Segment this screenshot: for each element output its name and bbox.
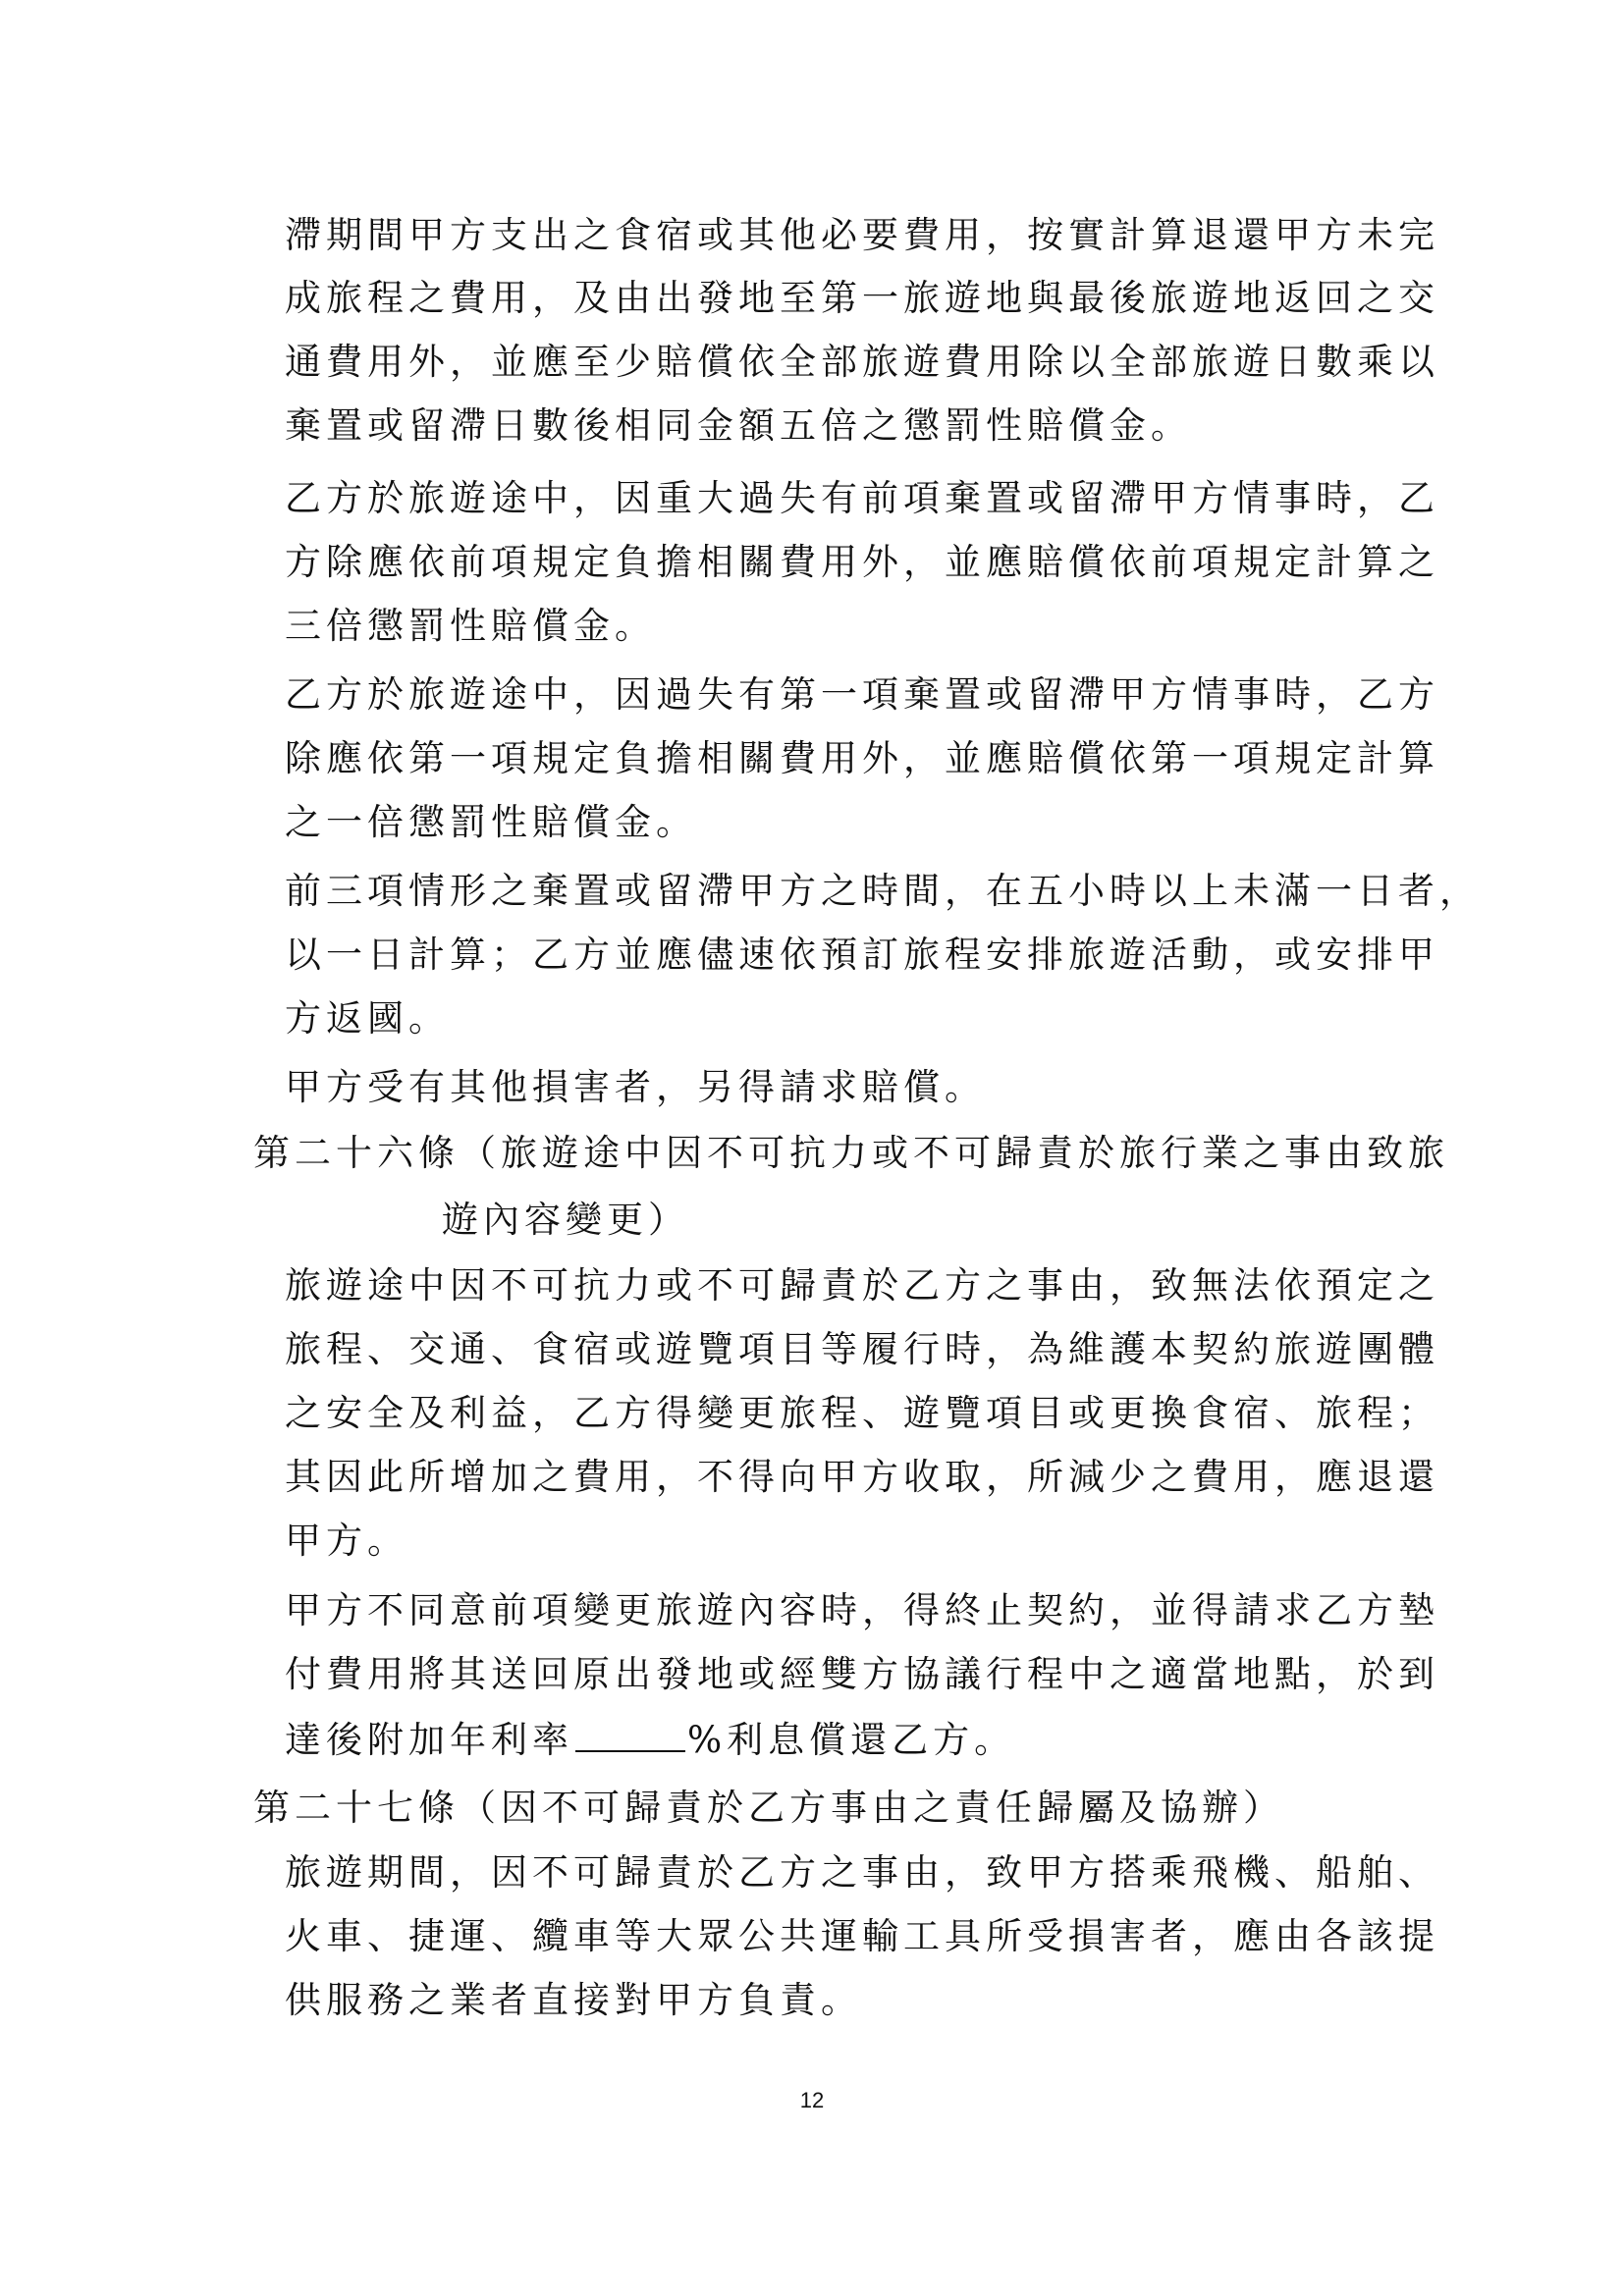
text-line: 乙方於旅遊途中，因過失有第一項棄置或留滯甲方情事時，乙方 bbox=[285, 673, 1439, 716]
text-line: 滯期間甲方支出之食宿或其他必要費用，按實計算退還甲方未完 bbox=[285, 214, 1439, 256]
text-line: 除應依第一項規定負擔相關費用外，並應賠償依第一項規定計算 bbox=[285, 737, 1439, 779]
text-line: 之一倍懲罰性賠償金。 bbox=[285, 801, 697, 843]
article-26-heading: 第二十六條（旅遊途中因不可抗力或不可歸責於旅行業之事由致旅 bbox=[253, 1132, 1449, 1174]
article-27-heading: 第二十七條（因不可歸責於乙方事由之責任歸屬及協辦） bbox=[253, 1787, 1284, 1829]
text-line: 之安全及利益，乙方得變更旅程、遊覽項目或更換食宿、旅程； bbox=[285, 1392, 1439, 1434]
text-line: 棄置或留滯日數後相同金額五倍之懲罰性賠償金。 bbox=[285, 404, 1192, 447]
text-line: 成旅程之費用，及由出發地至第一旅遊地與最後旅遊地返回之交 bbox=[285, 277, 1439, 319]
text-line-with-blank bbox=[285, 1715, 1015, 1764]
text-line: 甲方。 bbox=[285, 1520, 408, 1562]
text-line: 供服務之業者直接對甲方負責。 bbox=[285, 1979, 862, 2021]
text-before-blank: 達後附加年利率 bbox=[285, 1719, 573, 1761]
text-after-blank: %利息償還乙方。 bbox=[687, 1719, 1016, 1761]
text-line: 方除應依前項規定負擔相關費用外，並應賠償依前項規定計算之 bbox=[285, 541, 1439, 583]
page-number: 12 bbox=[799, 2088, 825, 2112]
text-line: 甲方受有其他損害者，另得請求賠償。 bbox=[285, 1066, 986, 1108]
text-line: 乙方於旅遊途中，因重大過失有前項棄置或留滯甲方情事時，乙 bbox=[285, 477, 1439, 519]
text-line: 前三項情形之棄置或留滯甲方之時間，在五小時以上未滿一日者， bbox=[285, 870, 1481, 912]
text-line: 甲方不同意前項變更旅遊內容時，得終止契約，並得請求乙方墊 bbox=[285, 1589, 1439, 1631]
text-line: 旅遊途中因不可抗力或不可歸責於乙方之事由，致無法依預定之 bbox=[285, 1264, 1439, 1307]
text-line: 付費用將其送回原出發地或經雙方協議行程中之適當地點，於到 bbox=[285, 1653, 1439, 1695]
text-line: 其因此所增加之費用，不得向甲方收取，所減少之費用，應退還 bbox=[285, 1456, 1439, 1498]
text-line: 通費用外，並應至少賠償依全部旅遊費用除以全部旅遊日數乘以 bbox=[285, 341, 1439, 383]
text-line: 以一日計算；乙方並應儘速依預訂旅程安排旅遊活動，或安排甲 bbox=[285, 934, 1439, 976]
fill-in-blank bbox=[575, 1715, 685, 1752]
text-line: 火車、捷運、纜車等大眾公共運輸工具所受損害者，應由各該提 bbox=[285, 1915, 1439, 1957]
article-26-heading-continued: 遊內容變更） bbox=[442, 1199, 689, 1241]
text-line: 旅程、交通、食宿或遊覽項目等履行時，為維護本契約旅遊團體 bbox=[285, 1328, 1439, 1370]
text-line: 方返國。 bbox=[285, 997, 450, 1040]
text-line: 旅遊期間，因不可歸責於乙方之事由，致甲方搭乘飛機、船舶、 bbox=[285, 1851, 1439, 1894]
text-line: 三倍懲罰性賠償金。 bbox=[285, 605, 656, 647]
